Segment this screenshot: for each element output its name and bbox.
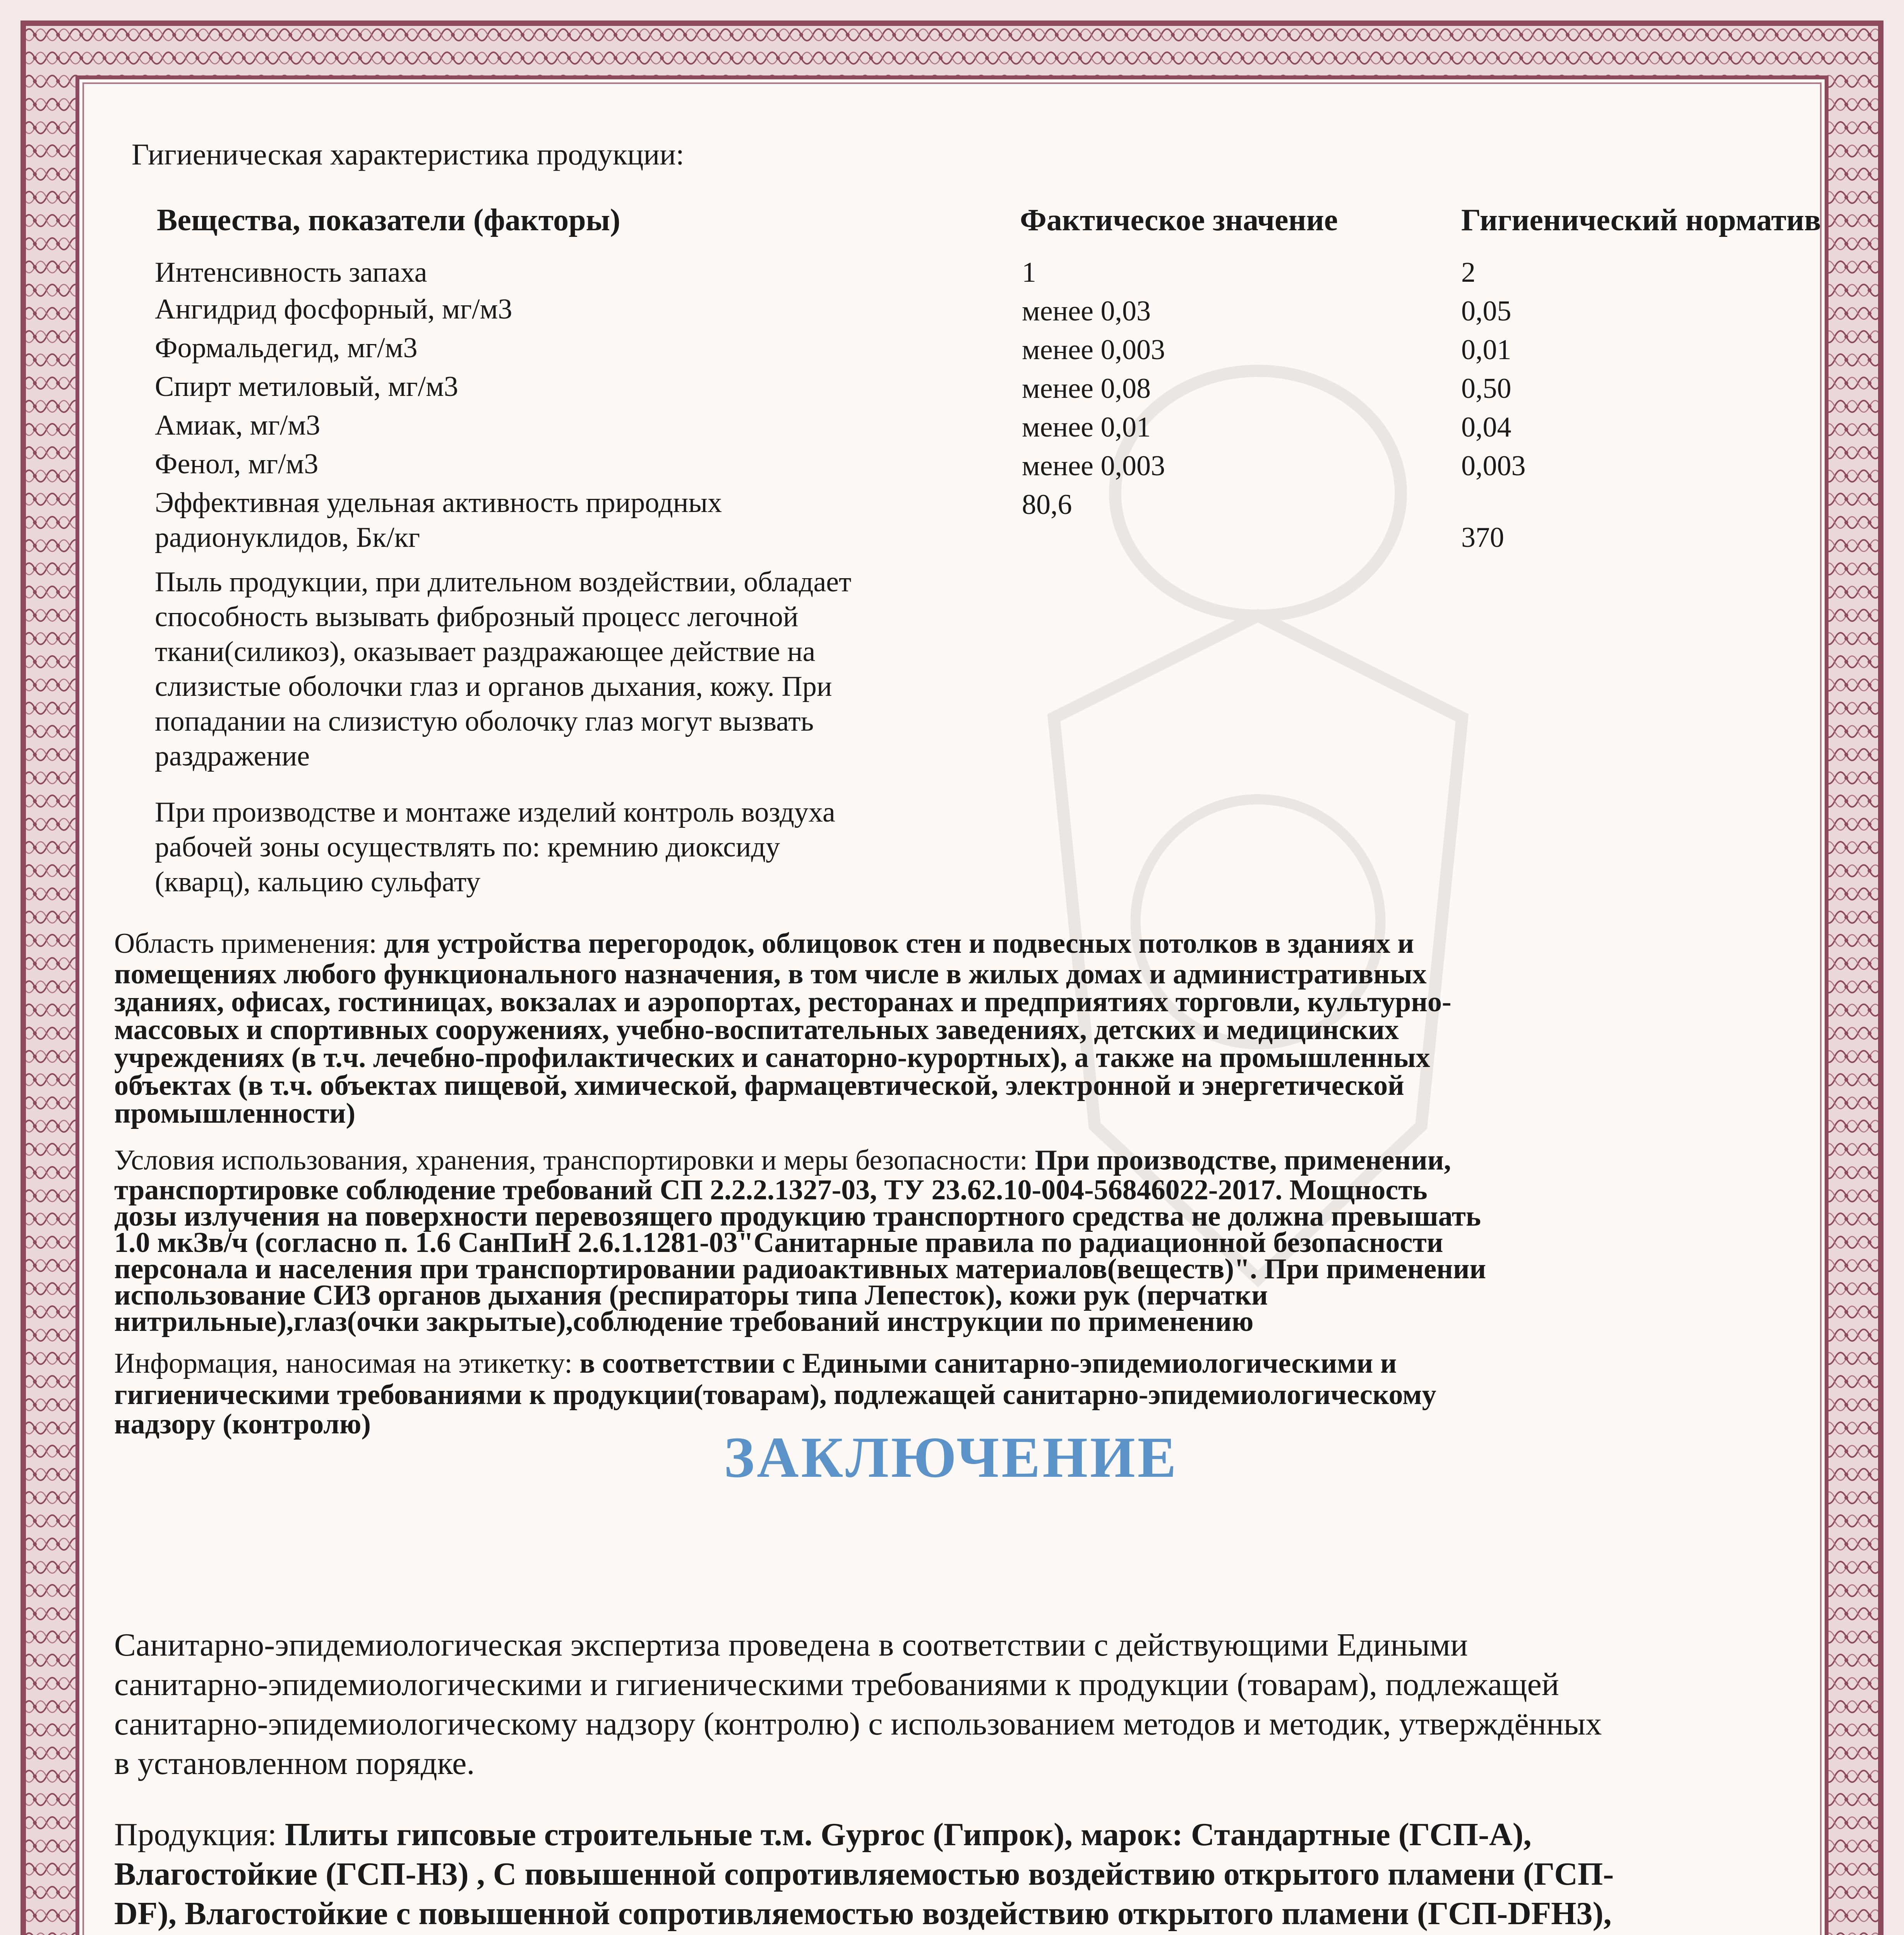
expertise-line: санитарно-эпидемиологическому надзору (контролю) с использованием методов и методик, утверждённых [114,1706,1602,1742]
table-row-actual: менее 0,03 [1022,295,1151,327]
control-line: При производстве и монтаже изделий контроль воздуха [155,796,835,828]
conditions-line: 1.0 мкЗв/ч (согласно п. 1.6 СанПиН 2.6.1.1281-03"Санитарные правила по радиационной безопасности [114,1227,1443,1259]
label-info-line: гигиеническими требованиями к продукции(товарам), подлежащей санитарно-эпидемиологическому [114,1379,1436,1411]
scope-line: помещениях любого функционального назначения, в том числе в жилых домах и административных [114,958,1427,990]
expertise-line: в установленном порядке. [114,1745,475,1781]
table-row-name: Интенсивность запаха [155,257,427,288]
scope-line: объектах (в т.ч. объектах пищевой, химической, фармацевтической, электронной и энергетической [114,1070,1404,1101]
product-line: Влагостойкие (ГСП-Н3) , С повышенной сопротивляемостью воздействию открытого пламени (ГСП- [114,1856,1614,1892]
scope-label: Область применения: [114,928,377,959]
table-row-actual: менее 0,01 [1022,411,1151,443]
scope-section [114,927,1798,1127]
scope-line: промышленности) [114,1098,356,1129]
conditions-line: использование СИЗ органов дыхания (респираторы типа Лепесток), кожи рук (перчатки [114,1279,1268,1311]
intro-text: Гигиеническая характеристика продукции: [132,137,684,171]
conditions-line: персонала и населения при транспортировании радиоактивных материалов(веществ)". При применении [114,1253,1486,1285]
expertise-line: Санитарно-эпидемиологическая экспертиза проведена в соответствии с действующими Едиными [114,1627,1468,1663]
conditions-line: дозы излучения на поверхности перевозящего продукцию транспортного средства не должна превышать [114,1200,1481,1232]
control-line: рабочей зоны осуществлять по: кремнию диоксиду [155,831,780,863]
table-row-norm: 0,003 [1461,450,1526,482]
table-row-name: Эффективная удельная активность природных [155,487,722,519]
dust-line: попадании на слизистую оболочку глаз могут вызвать [155,706,814,737]
table-row-norm: 0,01 [1461,334,1512,366]
product-label: Продукция: [114,1817,285,1853]
dust-line: способность вызывать фиброзный процесс легочной [155,601,799,633]
table-row-actual: 80,6 [1022,489,1072,521]
table-row-actual: менее 0,003 [1022,334,1165,366]
label-info-line: в соответствии с Едиными санитарно-эпидемиологическими и [572,1348,1397,1379]
scope-line: для устройства перегородок, облицовок стен и подвесных потолков в зданиях и [377,928,1414,959]
conclusion-heading: ЗАКЛЮЧЕНИЕ [724,1425,1179,1490]
table-row-actual: менее 0,003 [1022,450,1165,482]
dust-line: раздражение [155,740,310,772]
product-line: DF), Влагостойкие с повышенной сопротивляемостью воздействию открытого пламени (ГСП-DFH3), [114,1896,1612,1932]
product-line [114,1933,1833,1935]
scope-line: массовых и спортивных сооружениях, учебно-воспитательных заведениях, детских и медицинских [114,1014,1399,1046]
conditions-section [114,1144,1817,1335]
dust-line: Пыль продукции, при длительном воздействии, обладает [155,566,852,598]
expertise-line: санитарно-эпидемиологическими и гигиеническими требованиями к продукции (товарам), подлежащей [114,1666,1559,1702]
expertise-paragraph [114,1625,1602,1783]
table-row-norm: 0,04 [1461,411,1512,443]
table-row-name: Формальдегид, мг/м3 [155,332,418,364]
table-row-norm: 370 [1461,522,1504,553]
label-info-line: надзору (контролю) [114,1408,371,1440]
dust-line: ткани(силикоз), оказывает раздражающее действие на [155,636,816,668]
scope-line: учреждениях (в т.ч. лечебно-профилактических и санаторно-курортных), а также на промышленных [114,1042,1430,1074]
table-row-norm: 0,05 [1461,295,1512,327]
dust-line: слизистые оболочки глаз и органов дыхания, кожу. При [155,671,832,702]
table-row-name: Фенол, мг/м3 [155,448,319,480]
table-header-norm: Гигиенический норматив [1461,203,1821,237]
table-row-name: Амиак, мг/м3 [155,409,320,441]
table-row-name-cont: радионуклидов, Бк/кг [155,522,420,553]
table-row-norm: 0,50 [1461,373,1512,404]
conditions-label: Условия использования, хранения, транспортировки и меры безопасности: [114,1144,1028,1176]
conditions-line: транспортировке соблюдение требований СП 2.2.2.1327-03, ТУ 23.62.10-004-56846022-2017. Мощность [114,1174,1428,1206]
table-row-actual: 1 [1022,257,1036,288]
table-header-actual: Фактическое значение [1020,203,1338,237]
table-row-name: Ангидрид фосфорный, мг/м3 [155,293,512,325]
label-info-label: Информация, наносимая на этикетку: [114,1348,572,1379]
conditions-line: нитрильные),глаз(очки закрытые),соблюдение требований инструкции по применению [114,1306,1254,1337]
table-row-norm: 2 [1461,257,1476,288]
product-line: Плиты гипсовые строительные т.м. Gyproc (Гипрок), марок: Стандартные (ГСП-А), [284,1817,1532,1853]
control-line: (кварц), кальцию сульфату [155,866,481,898]
scope-line: зданиях, офисах, гостиницах, вокзалах и аэропортах, ресторанах и предприятиях торговли, культурно- [114,986,1452,1018]
conditions-line: При производстве, применении, [1027,1144,1451,1176]
table-row-actual: менее 0,08 [1022,373,1151,404]
table-header-substances: Вещества, показатели (факторы) [157,203,620,237]
product-paragraph [114,1815,1833,1935]
table-row-name: Спирт метиловый, мг/м3 [155,371,458,402]
